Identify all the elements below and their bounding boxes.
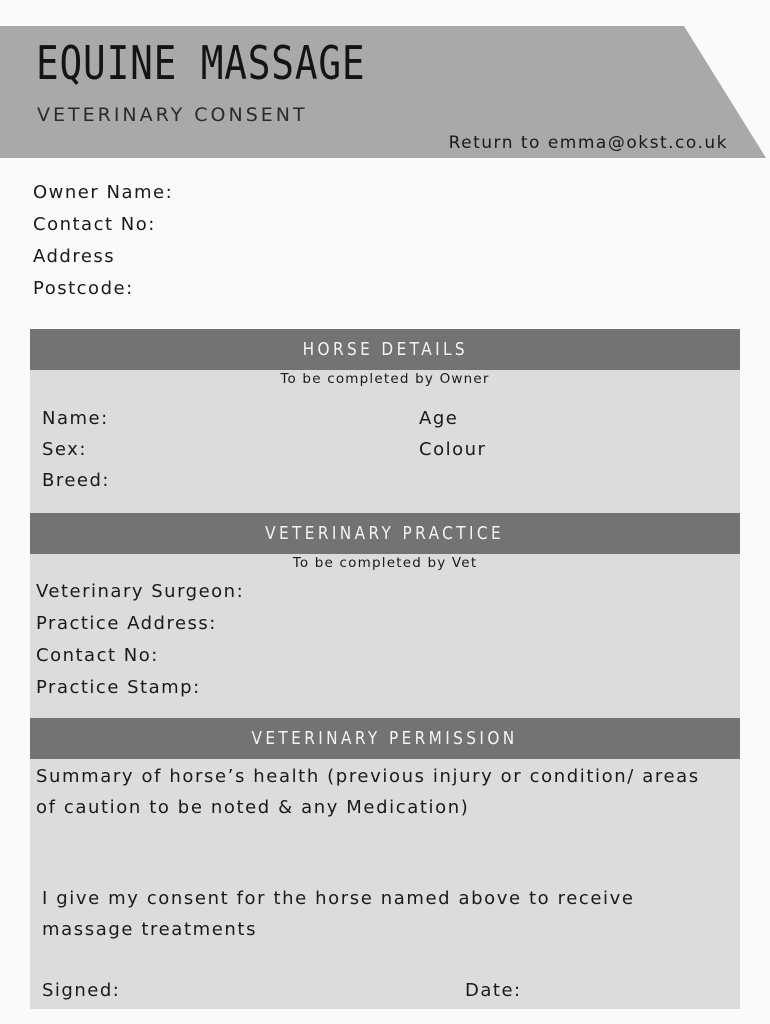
horse-colour-label: Colour: [419, 439, 487, 460]
form-subtitle: VETERINARY CONSENT: [37, 104, 308, 126]
horse-breed-label: Breed:: [42, 470, 110, 491]
owner-contact-label: Contact No:: [33, 214, 156, 235]
owner-address-label: Address: [33, 246, 116, 267]
vet-surgeon-label: Veterinary Surgeon:: [36, 581, 245, 602]
health-summary-label: Summary of horse’s health (previous injury or condition/ areas of caution to be noted & any Medication): [36, 766, 700, 818]
veterinary-practice-heading: VETERINARY PRACTICE: [30, 513, 740, 554]
date-label: Date:: [465, 980, 522, 1001]
owner-name-label: Owner Name:: [33, 182, 174, 203]
horse-details-heading: HORSE DETAILS: [30, 329, 740, 370]
veterinary-practice-note: To be completed by Vet: [292, 555, 478, 571]
form-title: EQUINE MASSAGE: [36, 36, 366, 90]
owner-details: [33, 180, 173, 308]
signed-label: Signed:: [42, 980, 121, 1001]
horse-sex-label: Sex:: [42, 439, 87, 460]
practice-stamp-label: Practice Stamp:: [36, 677, 201, 698]
consent-statement: I give my consent for the horse named above to receive massage treatments: [42, 888, 635, 940]
owner-postcode-label: Postcode:: [33, 278, 134, 299]
veterinary-permission-heading: VETERINARY PERMISSION: [30, 718, 740, 759]
horse-age-label: Age: [419, 408, 459, 429]
return-email-note: Return to emma@okst.co.uk: [448, 133, 728, 153]
horse-name-label: Name:: [42, 408, 109, 429]
practice-contact-label: Contact No:: [36, 645, 159, 666]
horse-details-note: To be completed by Owner: [280, 371, 490, 387]
practice-address-label: Practice Address:: [36, 613, 217, 634]
